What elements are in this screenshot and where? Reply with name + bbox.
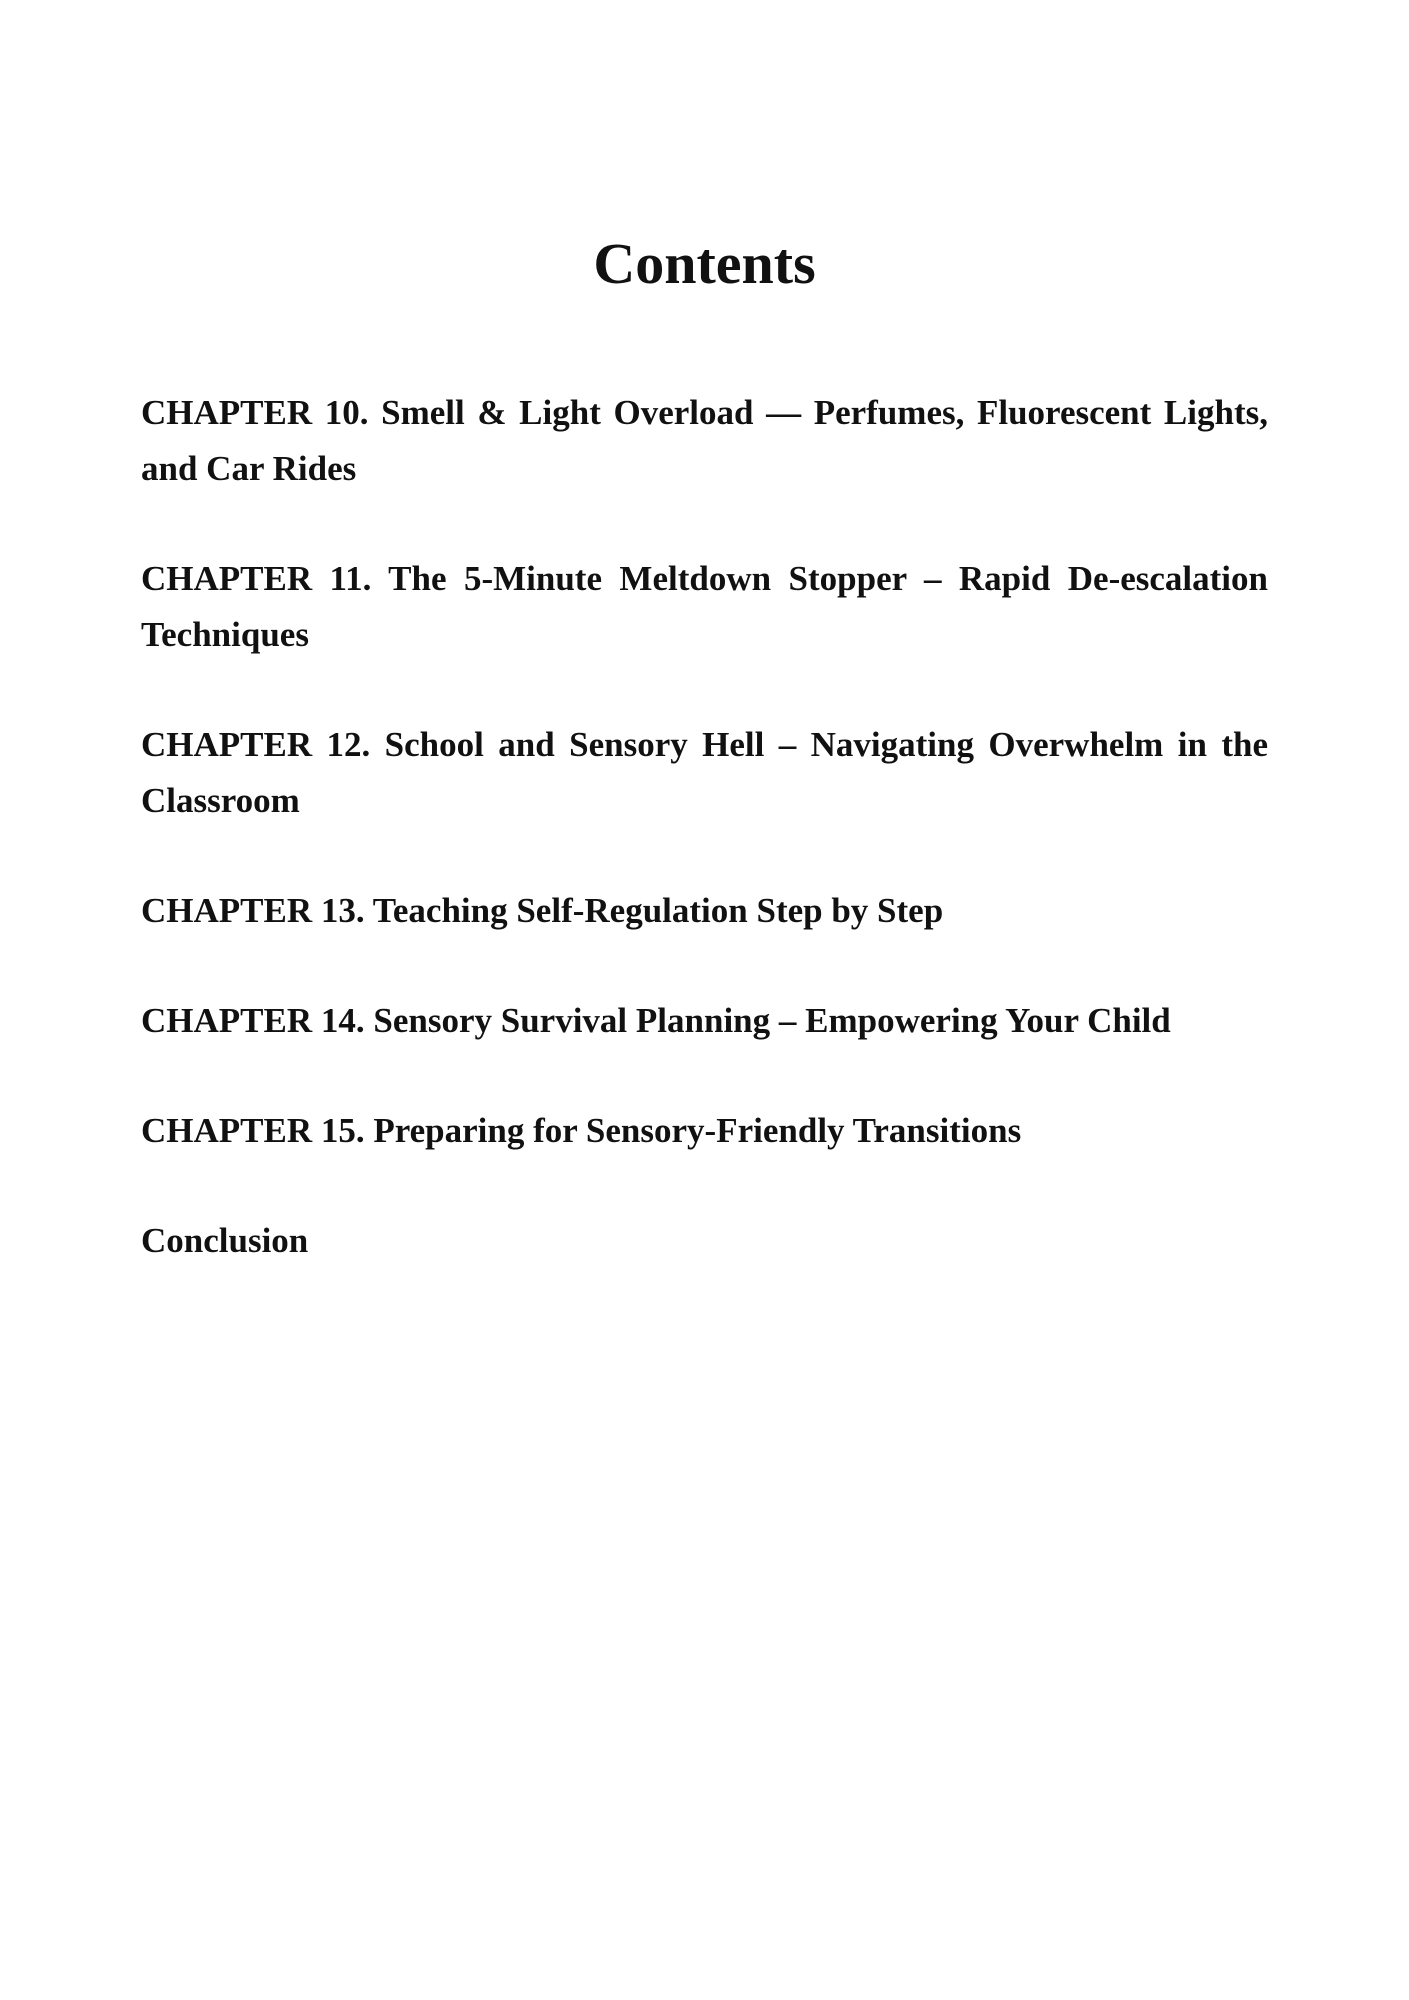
toc-entry-chapter-11[interactable]: CHAPTER 11. The 5-Minute Meltdown Stopper – Rapid De-escalation Techniques [141,559,1268,654]
toc-entry-chapter-14[interactable]: CHAPTER 14. Sensory Survival Planning – Empowering Your Child [141,1001,1171,1040]
page-title: Contents [593,231,816,296]
toc-entry-chapter-15[interactable]: CHAPTER 15. Preparing for Sensory-Friendly Transitions [141,1111,1022,1150]
toc-entry-chapter-13[interactable]: CHAPTER 13. Teaching Self-Regulation Step by Step [141,891,944,930]
toc-entry-conclusion[interactable]: Conclusion [141,1221,309,1260]
toc-entry-chapter-12[interactable]: CHAPTER 12. School and Sensory Hell – Navigating Overwhelm in the Classroom [141,725,1268,820]
toc-entry-chapter-10[interactable]: CHAPTER 10. Smell & Light Overload — Perfumes, Fluorescent Lights, and Car Rides [141,393,1268,488]
table-of-contents [141,385,1268,1323]
